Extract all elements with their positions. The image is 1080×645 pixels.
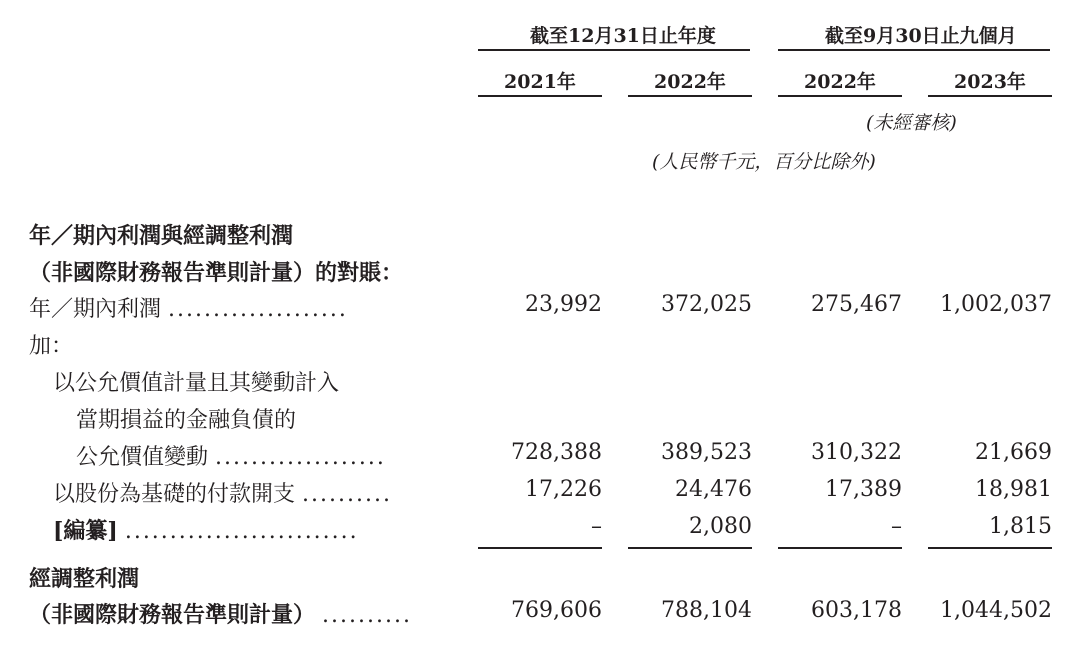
fair-value-label-line2: 當期損益的金融負債的 (76, 408, 297, 433)
leader-dots: .......... (302, 482, 392, 507)
share-based-2022-9m: 17,389 (825, 477, 902, 502)
section-title-line1: 年／期內利潤與經調整利潤 (29, 223, 294, 249)
share-based-2021: 17,226 (525, 477, 602, 502)
profit-label-text: 年／期內利潤 (29, 297, 162, 322)
add-label: 加： (29, 334, 74, 359)
fair-value-2022-9m: 310,322 (811, 440, 902, 465)
adjusted-profit-2023-9m: 1,044,502 (940, 598, 1052, 623)
row-adjusted-profit-label (29, 598, 412, 629)
row-share-based-label (53, 477, 392, 508)
period-header-nine-months: 截至9月30日止九個月 (825, 25, 1017, 47)
year-rule-3 (778, 95, 902, 97)
profit-value-2021: 23,992 (525, 292, 602, 317)
fair-value-label-text: 公允價值變動 (76, 445, 209, 470)
period-header-year-ended: 截至12月31日止年度 (530, 25, 716, 47)
currency-unit-note: (人民幣千元，百分比除外) (652, 151, 876, 173)
year-rule-2 (628, 95, 752, 97)
profit-value-2022: 372,025 (661, 292, 752, 317)
fair-value-2023-9m: 21,669 (975, 440, 1052, 465)
fair-value-2022: 389,523 (661, 440, 752, 465)
adjusted-profit-2022-9m: 603,178 (811, 598, 902, 623)
subtotal-rule-4 (928, 547, 1052, 549)
redacted-2021: – (591, 514, 602, 539)
row-fair-value-label (76, 440, 386, 471)
year-rule-1 (478, 95, 602, 97)
share-based-2023-9m: 18,981 (975, 477, 1052, 502)
redacted-2023-9m: 1,815 (989, 514, 1052, 539)
share-based-label-text: 以股份為基礎的付款開支 (53, 482, 296, 507)
header-rule-group1 (478, 49, 750, 51)
profit-value-2022-9m: 275,467 (811, 292, 902, 317)
year-header-2021: 2021年 (504, 71, 576, 93)
adjusted-profit-2021: 769,606 (511, 598, 602, 623)
adjusted-profit-2022: 788,104 (661, 598, 752, 623)
leader-dots: .................... (168, 297, 348, 322)
leader-dots: .......... (322, 603, 412, 628)
fair-value-label-line1: 以公允價值計量且其變動計入 (53, 371, 340, 396)
profit-value-2023-9m: 1,002,037 (940, 292, 1052, 317)
unaudited-note: (未經審核) (866, 112, 957, 134)
adjusted-profit-label-line1: 經調整利潤 (29, 566, 140, 592)
redacted-2022: 2,080 (689, 514, 752, 539)
leader-dots: .......................... (124, 519, 359, 544)
share-based-2022: 24,476 (675, 477, 752, 502)
redacted-label-text: [編纂] (53, 518, 118, 544)
leader-dots: ................... (215, 445, 386, 470)
row-profit-label (29, 292, 348, 323)
header-rule-group2 (778, 49, 1050, 51)
year-header-2022-nine-months: 2022年 (804, 71, 876, 93)
subtotal-rule-2 (628, 547, 752, 549)
redacted-2022-9m: – (891, 514, 902, 539)
fair-value-2021: 728,388 (511, 440, 602, 465)
subtotal-rule-1 (478, 547, 602, 549)
year-rule-4 (928, 95, 1052, 97)
year-header-2023: 2023年 (954, 71, 1026, 93)
year-header-2022: 2022年 (654, 71, 726, 93)
subtotal-rule-3 (778, 547, 902, 549)
adjusted-profit-label-text: （非國際財務報告準則計量） (29, 602, 316, 628)
row-redacted-label (53, 514, 359, 545)
section-title-line2: （非國際財務報告準則計量）的對賬： (29, 260, 404, 286)
